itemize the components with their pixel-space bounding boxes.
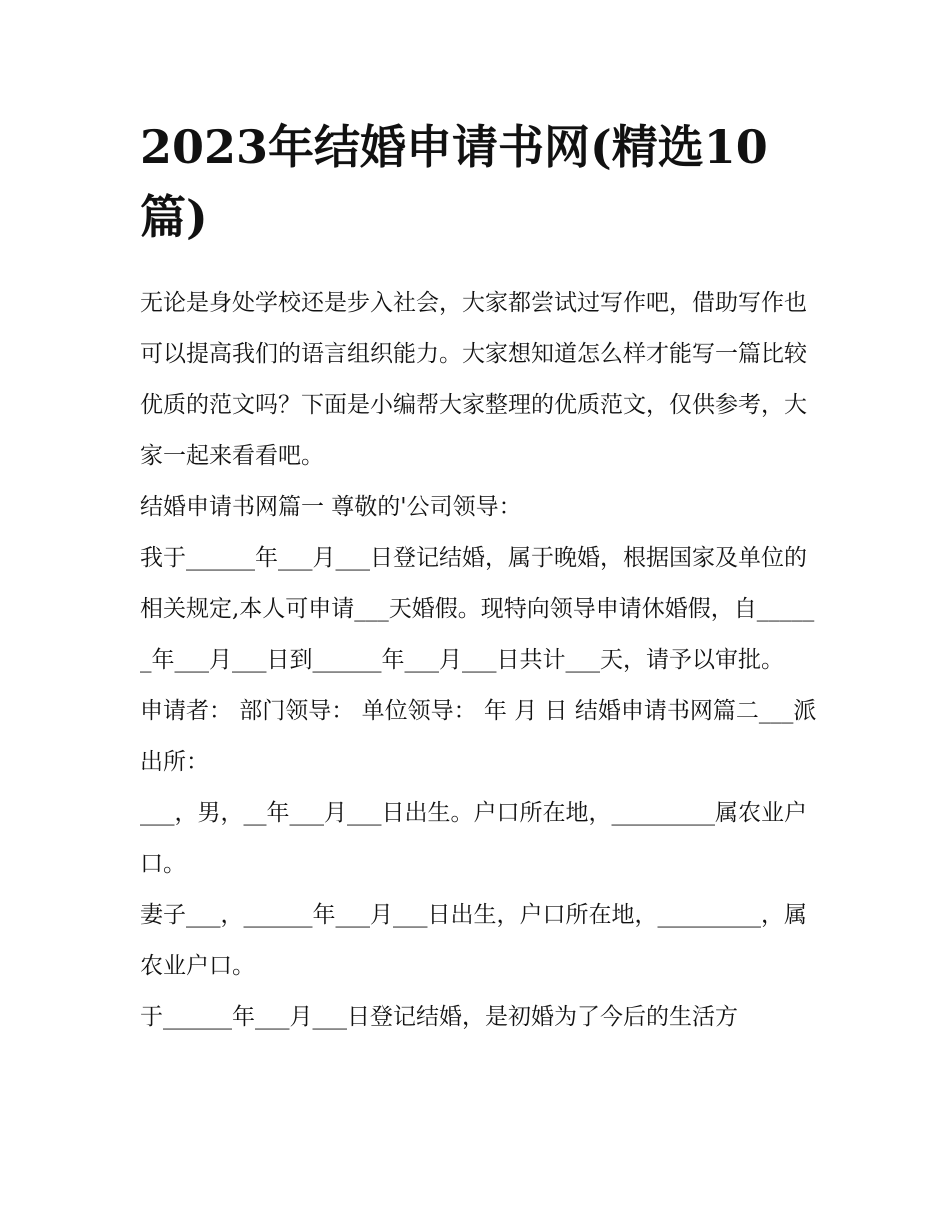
document-title: 2023年结婚申请书网(精选10篇): [140, 120, 768, 244]
leave-request-paragraph: 我于______年___月___日登记结婚，属于晚婚，根据国家及单位的相关规定,本人可申请___天婚假。现特向领导申请休婚假，自______年___月___日到______年___月___日共计___天，请予以审批。: [140, 545, 815, 673]
signature-line: 申请者： 部门领导： 单位领导： 年 月 日 结婚申请书网篇二___派出所：: [140, 698, 817, 775]
document-page: [140, 112, 820, 1043]
wife-info-paragraph: 妻子___，______年___月___日出生，户口所在地，_________，属农业户口。: [140, 902, 807, 979]
section-one-heading: 结婚申请书网篇一 尊敬的'公司领导：: [140, 494, 522, 520]
intro-paragraph: 无论是身处学校还是步入社会，大家都尝试过写作吧，借助写作也可以提高我们的语言组织能力。大家想知道怎么样才能写一篇比较优质的范文吗？下面是小编帮大家整理的优质范文，仅供参考，大家一起来看看吧。: [140, 290, 807, 469]
husband-info-paragraph: ___，男，__年___月___日出生。户口所在地，_________属农业户口。: [140, 800, 807, 877]
marriage-registration-paragraph: 于______年___月___日登记结婚，是初婚为了今后的生活方: [140, 1004, 738, 1030]
